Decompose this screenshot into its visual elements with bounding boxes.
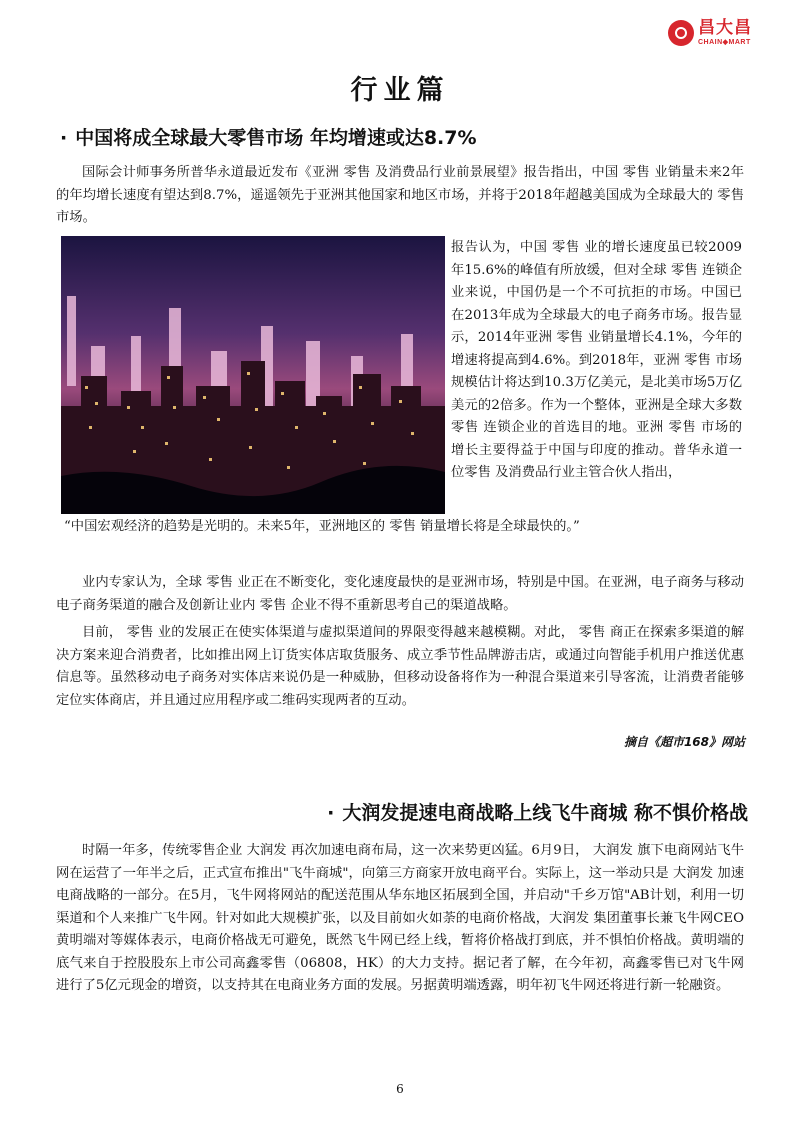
- article1-paragraph-1: 国际会计师事务所普华永道最近发布《亚洲 零售 及消费品行业前景展望》报告指出，中国 零售 业销量未来2年的年均增长速度有望达到8.7%，遥遥领先于亚洲其他国家和地区市场，并将于2018年超越美国成为全球最大的 零售 市场。: [56, 165, 744, 225]
- article2-title: 大润发提速电商战略上线飞牛商城 称不惧价格战: [342, 802, 748, 824]
- logo-wordmark: [698, 20, 752, 46]
- logo: [668, 20, 752, 46]
- city-night-photo-illustration: [61, 236, 445, 514]
- article1-quote: “中国宏观经济的趋势是光明的。未来5年，亚洲地区的 零售 销量增长将是全球最快的。”: [64, 519, 580, 534]
- article1-paragraph-3: 业内专家认为，全球 零售 业正在不断变化，变化速度最快的是亚洲市场，特别是中国。在亚洲，电子商务与移动电子商务渠道的融合及创新让业内 零售 企业不得不重新思考自己的渠道战略。: [56, 575, 744, 613]
- bullet-icon: ·: [60, 127, 68, 149]
- article1-source: 摘自《超市168》网站: [623, 735, 745, 749]
- article1-title: 中国将成全球最大零售市场 年均增速或达8.7%: [75, 127, 477, 149]
- logo-chinese-name: 昌大昌: [698, 18, 752, 38]
- logo-icon: [668, 20, 694, 46]
- article1-paragraph-2: 报告认为，中国 零售 业的增长速度虽已较2009年15.6%的峰值有所放缓，但对全球 零售 连锁企业来说，中国仍是一个不可抗拒的市场。中国已在2013年成为全球最大的电子商务市场。报告显示，2014年亚洲 零售 业销量增长4.1%，今年的增速将提高到4.6%。到2018年，亚洲 零售 市场规模估计将达到10.3万亿美元，是北美市场5万亿美元的2倍多。作为一个整体，亚洲是全球大多数 零售 连锁企业的首选目的地。亚洲 零售 市场的增长主要得益于中国与印度的推动。普华永道一位零售 及消费品行业主管合伙人指出，: [451, 240, 742, 480]
- article1-paragraph-4: 目前， 零售 业的发展正在使实体渠道与虚拟渠道间的界限变得越来越模糊。对此， 零售 商正在探索多渠道的解决方案来迎合消费者，比如推出网上订货实体店取货服务、成立季节性品牌游击店，或通过向智能手机用户推送优惠信息等。虽然移动电子商务对实体店来说仍是一种威胁，但移动设备将作为一种混合渠道来引导客流，让消费者能够定位实体商店，并且通过应用程序或二维码实现两者的互动。: [56, 625, 744, 708]
- article1-heading: [60, 123, 477, 150]
- logo-english-name: CHAIN◆MART: [698, 39, 751, 46]
- page-number: 6: [396, 1082, 404, 1096]
- bullet-icon: ·: [327, 802, 335, 824]
- city-night-photo: [61, 236, 445, 514]
- article2-paragraph-1: 时隔一年多，传统零售企业 大润发 再次加速电商布局，这一次来势更凶猛。6月9日， 大润发 旗下电商网站飞牛网在运营了一年半之后，正式宣布推出"飞牛商城"，向第三方商家开放电商平台。实际上，这一举动只是 大润发 加速电商战略的一部分。在5月，飞牛网将网站的配送范围从华东地区拓展到全国，并启动"千乡万馆"AB计划，利用一切渠道和个人来推广飞牛网。针对如此大规模扩张，以及目前如火如荼的电商价格战，大润发 集团董事长兼飞牛网CEO黄明端对等媒体表示，电商价格战无可避免，既然飞牛网已经上线，暂将价格战打到底，并不惧怕价格战。黄明端的底气来自于控股股东上市公司高鑫零售（06808，HK）的大力支持。据记者了解，在今年初，高鑫零售已对飞牛网进行了5亿元现金的增资，以支持其在电商业务方面的发展。另据黄明端透露，明年初飞牛网还将进行新一轮融资。: [56, 843, 744, 993]
- article2-heading: [327, 798, 748, 825]
- page-title: 行业篇: [350, 75, 450, 106]
